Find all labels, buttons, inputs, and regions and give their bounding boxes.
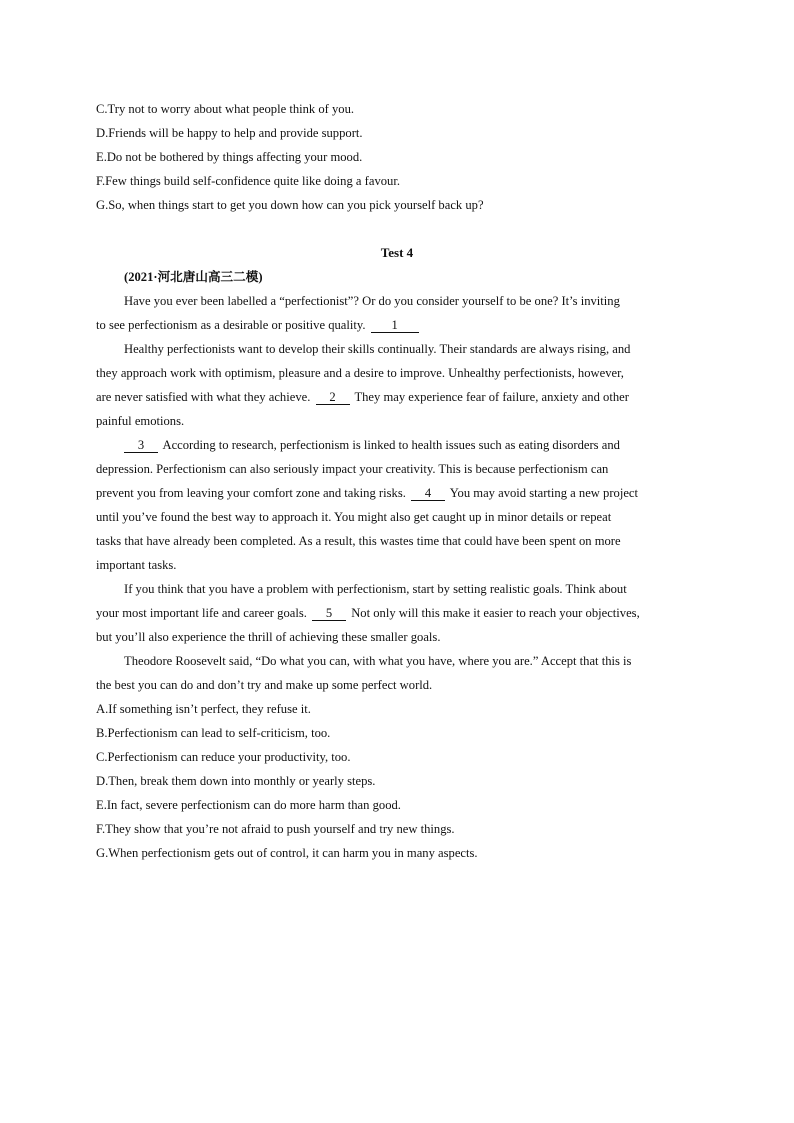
blank-1: 1 <box>371 319 419 333</box>
passage-text: to see perfectionism as a desirable or positive quality. <box>96 318 366 332</box>
passage-line: they approach work with optimism, pleasure and a desire to improve. Unhealthy perfectionists, however, <box>96 366 624 380</box>
passage-line: Theodore Roosevelt said, “Do what you can, with what you have, where you are.” Accept that this is <box>124 654 632 668</box>
option-item: A.If something isn’t perfect, they refuse it. <box>96 702 311 716</box>
passage-line: Healthy perfectionists want to develop their skills continually. Their standards are always rising, and <box>124 342 631 356</box>
passage-line <box>96 485 696 501</box>
passage-line: If you think that you have a problem with perfectionism, start by setting realistic goals. Think about <box>124 582 627 596</box>
passage-line: tasks that have already been completed. As a result, this wastes time that could have been spent on more <box>96 534 621 548</box>
passage-line: the best you can do and don’t try and make up some perfect world. <box>96 678 433 692</box>
option-item: G.So, when things start to get you down how can you pick yourself back up? <box>96 198 484 212</box>
blank-5: 5 <box>312 607 346 621</box>
option-item: E.Do not be bothered by things affecting your mood. <box>96 150 363 164</box>
passage-line: but you’ll also experience the thrill of achieving these smaller goals. <box>96 630 441 644</box>
blank-4: 4 <box>411 487 445 501</box>
passage-line <box>96 317 696 333</box>
option-item: G.When perfectionism gets out of control, it can harm you in many aspects. <box>96 846 478 860</box>
passage-line: until you’ve found the best way to approach it. You might also get caught up in minor details or repeat <box>96 510 612 524</box>
option-item: F.They show that you’re not afraid to push yourself and try new things. <box>96 822 455 836</box>
passage-line: important tasks. <box>96 558 177 572</box>
passage-text: your most important life and career goals. <box>96 606 307 620</box>
passage-text: They may experience fear of failure, anxiety and other <box>354 390 629 404</box>
passage-text: According to research, perfectionism is linked to health issues such as eating disorders and <box>162 438 620 452</box>
passage-text: prevent you from leaving your comfort zone and taking risks. <box>96 486 406 500</box>
passage-line: painful emotions. <box>96 414 185 428</box>
option-item: D.Friends will be happy to help and provide support. <box>96 126 363 140</box>
passage-line <box>96 605 696 621</box>
option-item: E.In fact, severe perfectionism can do more harm than good. <box>96 798 401 812</box>
option-item: C.Perfectionism can reduce your productivity, too. <box>96 750 351 764</box>
passage-text: You may avoid starting a new project <box>449 486 639 500</box>
blank-2: 2 <box>316 391 350 405</box>
passage-text: Not only will this make it easier to reach your objectives, <box>351 606 640 620</box>
passage-line: depression. Perfectionism can also seriously impact your creativity. This is because perfectionism can <box>96 462 609 476</box>
test-title: Test 4 <box>380 245 414 260</box>
passage-text: are never satisfied with what they achieve. <box>96 390 311 404</box>
option-item: D.Then, break them down into monthly or yearly steps. <box>96 774 376 788</box>
option-item: B.Perfectionism can lead to self-criticism, too. <box>96 726 331 740</box>
option-item: C.Try not to worry about what people think of you. <box>96 102 355 116</box>
test-source: (2021·河北唐山高三二模) <box>124 270 263 284</box>
blank-3: 3 <box>124 439 158 453</box>
passage-line <box>96 389 696 405</box>
passage-line: Have you ever been labelled a “perfectionist”? Or do you consider yourself to be one? It’s inviting <box>124 294 620 308</box>
option-item: F.Few things build self-confidence quite like doing a favour. <box>96 174 400 188</box>
passage-line <box>124 437 696 453</box>
